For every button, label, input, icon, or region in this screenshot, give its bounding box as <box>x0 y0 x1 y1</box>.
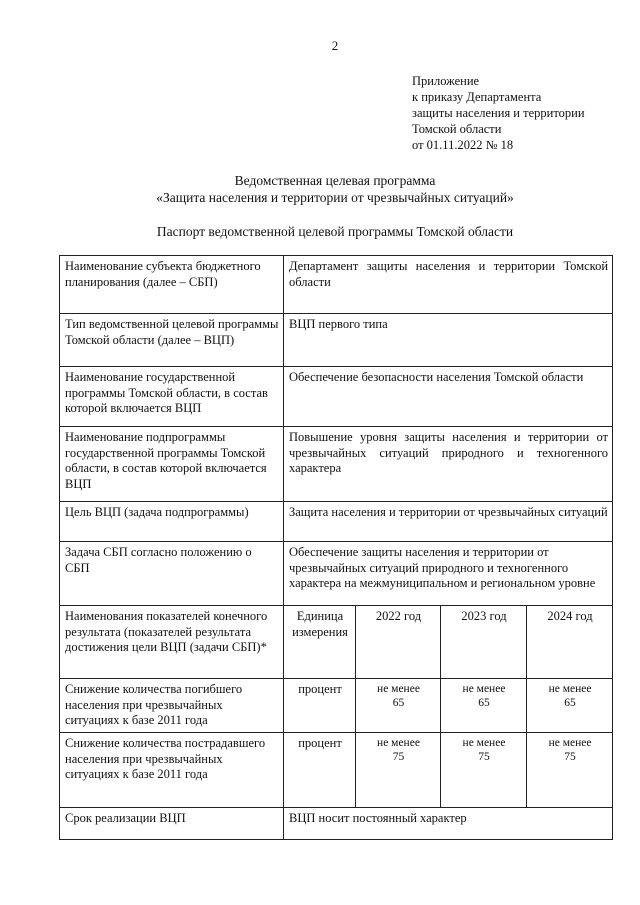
indicator-value <box>441 733 527 808</box>
row-value: Департамент защиты населения и территории Томской области <box>284 256 613 314</box>
indicator-unit: процент <box>284 733 356 808</box>
value-number: 65 <box>564 697 576 709</box>
indicator-value <box>356 733 441 808</box>
row-label: Цель ВЦП (задача подпрограммы) <box>60 502 284 542</box>
program-title-line: Ведомственная целевая программа <box>234 173 436 188</box>
row-label: Наименование государственной программы Томской области, в состав которой включается ВЦП <box>60 367 284 427</box>
appendix-block <box>412 73 585 153</box>
indicator-value <box>356 679 441 733</box>
row-value: Обеспечение защиты населения и территории от чрезвычайных ситуаций природного и техногенного характера на межмуниципальном и региональном уровне <box>284 542 613 606</box>
indicator-unit: процент <box>284 679 356 733</box>
year-header: 2023 год <box>441 606 527 679</box>
table-row <box>60 367 613 427</box>
row-label: Тип ведомственной целевой программы Томской области (далее – ВЦП) <box>60 314 284 367</box>
passport-table <box>59 255 613 840</box>
table-row <box>60 427 613 502</box>
table-row <box>60 256 613 314</box>
program-title-line: «Защита населения и территории от чрезвычайных ситуаций» <box>156 190 514 205</box>
value-prefix: не менее <box>462 683 506 695</box>
value-number: 75 <box>564 751 576 763</box>
row-value: ВЦП носит постоянный характер <box>284 808 613 840</box>
indicator-value <box>441 679 527 733</box>
row-label: Наименование субъекта бюджетного планирования (далее – СБП) <box>60 256 284 314</box>
indicator-label: Снижение количества погибшего населения при чрезвычайных ситуациях к базе 2011 года <box>60 679 284 733</box>
value-number: 65 <box>478 697 490 709</box>
passport-title: Паспорт ведомственной целевой программы Томской области <box>156 224 514 239</box>
row-value: ВЦП первого типа <box>284 314 613 367</box>
value-prefix: не менее <box>377 683 420 695</box>
row-label: Наименование подпрограммы государственной программы Томской области, в состав которой включается ВЦП <box>60 427 284 502</box>
value-number: 65 <box>392 697 405 709</box>
table-row <box>60 314 613 367</box>
indicator-value <box>527 733 613 808</box>
table-row <box>60 733 613 808</box>
row-value: Обеспечение безопасности населения Томской области <box>284 367 613 427</box>
table-row <box>60 606 613 679</box>
value-number: 75 <box>392 751 405 763</box>
program-title <box>0 172 640 206</box>
indicator-value <box>527 679 613 733</box>
value-prefix: не менее <box>548 683 592 695</box>
table-row <box>60 542 613 606</box>
row-label: Срок реализации ВЦП <box>60 808 284 840</box>
year-header: 2024 год <box>527 606 613 679</box>
appendix-line: Томской области <box>412 122 502 136</box>
row-label: Наименования показателей конечного результата (показателей результата достижения цели ВЦП (задачи СБП)* <box>60 606 284 679</box>
table-row <box>60 502 613 542</box>
table-row <box>60 808 613 840</box>
row-label: Задача СБП согласно положению о СБП <box>60 542 284 606</box>
table-row <box>60 679 613 733</box>
appendix-line: Приложение <box>412 74 480 88</box>
indicator-label: Снижение количества пострадавшего населения при чрезвычайных ситуациях к базе 2011 года <box>60 733 284 808</box>
value-prefix: не менее <box>548 737 592 749</box>
appendix-line: к приказу Департамента <box>412 90 542 104</box>
appendix-line: защиты населения и территории <box>412 106 585 120</box>
row-value: Защита населения и территории от чрезвычайных ситуаций <box>284 502 613 542</box>
unit-header: Единица измерения <box>284 606 356 679</box>
value-prefix: не менее <box>377 737 420 749</box>
appendix-line: от 01.11.2022 № 18 <box>412 138 514 152</box>
row-value: Повышение уровня защиты населения и территории от чрезвычайных ситуаций природного и техногенного характера <box>284 427 613 502</box>
page-number: 2 <box>331 38 339 53</box>
value-prefix: не менее <box>462 737 506 749</box>
year-header: 2022 год <box>356 606 441 679</box>
value-number: 75 <box>478 751 490 763</box>
